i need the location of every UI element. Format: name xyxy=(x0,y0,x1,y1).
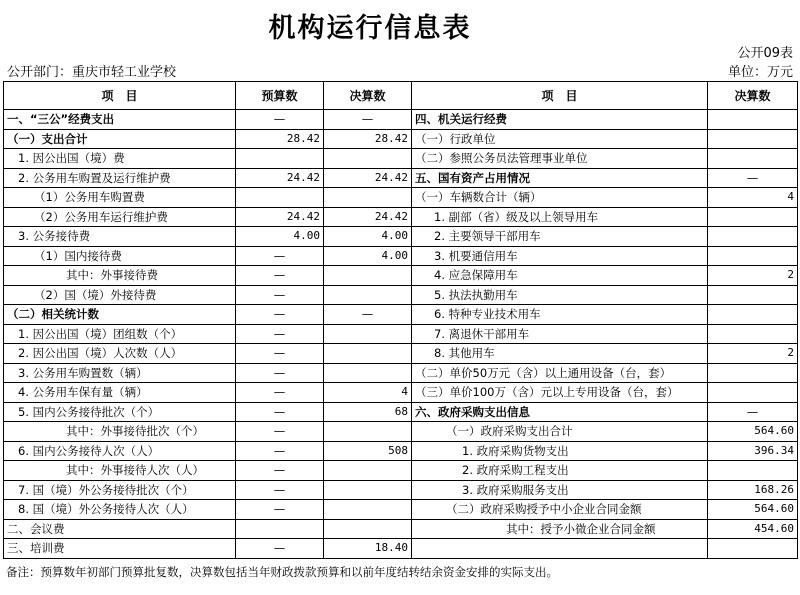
right-item: （二）单价50万元（含）以上通用设备（台，套） xyxy=(412,363,708,383)
budget-value: 4.00 xyxy=(236,227,324,247)
right-item: 四、机关运行经费 xyxy=(412,110,708,130)
budget-value: — xyxy=(236,383,324,403)
right-value xyxy=(708,285,798,305)
final-value xyxy=(324,324,412,344)
right-item: （三）单价100万（含）元以上专用设备（台，套） xyxy=(412,383,708,403)
budget-value xyxy=(236,188,324,208)
right-value: 564.60 xyxy=(708,422,798,442)
final-value: — xyxy=(324,305,412,325)
left-item: 8. 国（境）外公务接待人次（人） xyxy=(4,500,236,520)
left-item: （1）国内接待费 xyxy=(4,246,236,266)
table-header-row xyxy=(4,82,798,110)
right-value: 564.60 xyxy=(708,500,798,520)
table-row xyxy=(4,207,798,227)
right-value xyxy=(708,461,798,481)
final-value xyxy=(324,149,412,169)
final-value xyxy=(324,422,412,442)
table-row xyxy=(4,266,798,286)
left-item: （2）公务用车运行维护费 xyxy=(4,207,236,227)
left-item: 1. 因公出国（境）费 xyxy=(4,149,236,169)
final-value: 68 xyxy=(324,402,412,422)
right-item: 8. 其他用车 xyxy=(412,344,708,364)
left-item: 三、培训费 xyxy=(4,539,236,559)
info-table xyxy=(3,81,798,559)
right-value xyxy=(708,246,798,266)
right-item: 5. 执法执勤用车 xyxy=(412,285,708,305)
table-row xyxy=(4,480,798,500)
right-value: 168.26 xyxy=(708,480,798,500)
table-row xyxy=(4,188,798,208)
table-row xyxy=(4,422,798,442)
right-item: （一）政府采购支出合计 xyxy=(412,422,708,442)
table-row xyxy=(4,519,798,539)
final-value xyxy=(324,519,412,539)
table-row xyxy=(4,227,798,247)
table-row xyxy=(4,539,798,559)
table-row xyxy=(4,110,798,130)
right-value xyxy=(708,207,798,227)
header-item-right: 项 目 xyxy=(412,82,708,110)
final-value: 4.00 xyxy=(324,227,412,247)
right-item: （二）参照公务员法管理事业单位 xyxy=(412,149,708,169)
left-item: 5. 国内公务接待批次（个） xyxy=(4,402,236,422)
department-label: 公开部门：重庆市轻工业学校 xyxy=(7,65,177,80)
right-item: （二）政府采购授予中小企业合同金额 xyxy=(412,500,708,520)
final-value xyxy=(324,285,412,305)
table-row xyxy=(4,500,798,520)
final-value: 18.40 xyxy=(324,539,412,559)
right-item: 3. 机要通信用车 xyxy=(412,246,708,266)
final-value: 508 xyxy=(324,441,412,461)
table-row xyxy=(4,383,798,403)
right-value xyxy=(708,539,798,559)
table-row xyxy=(4,305,798,325)
table-row xyxy=(4,285,798,305)
budget-value: — xyxy=(236,110,324,130)
header-final-right: 决算数 xyxy=(708,82,798,110)
budget-value: — xyxy=(236,285,324,305)
right-value: 2 xyxy=(708,266,798,286)
table-row xyxy=(4,129,798,149)
left-item: （二）相关统计数 xyxy=(4,305,236,325)
left-item: 7. 国（境）外公务接待批次（个） xyxy=(4,480,236,500)
budget-value: — xyxy=(236,461,324,481)
final-value: 4 xyxy=(324,383,412,403)
right-value xyxy=(708,129,798,149)
right-item: 4. 应急保障用车 xyxy=(412,266,708,286)
budget-value: — xyxy=(236,441,324,461)
table-row xyxy=(4,402,798,422)
right-item: （一）车辆数合计（辆） xyxy=(412,188,708,208)
right-value xyxy=(708,324,798,344)
left-item: 其中：外事接待费 xyxy=(4,266,236,286)
left-item: 二、会议费 xyxy=(4,519,236,539)
final-value: 24.42 xyxy=(324,207,412,227)
budget-value: — xyxy=(236,402,324,422)
page-title: 机构运行信息表 xyxy=(268,13,472,44)
right-value: 4 xyxy=(708,188,798,208)
right-value: 2 xyxy=(708,344,798,364)
left-item: （1）公务用车购置费 xyxy=(4,188,236,208)
right-value xyxy=(708,363,798,383)
final-value xyxy=(324,266,412,286)
budget-value: — xyxy=(236,305,324,325)
budget-value: — xyxy=(236,363,324,383)
table-row xyxy=(4,149,798,169)
final-value: 4.00 xyxy=(324,246,412,266)
budget-value: 24.42 xyxy=(236,168,324,188)
budget-value xyxy=(236,149,324,169)
table-row xyxy=(4,168,798,188)
final-value xyxy=(324,363,412,383)
budget-value xyxy=(236,519,324,539)
right-item: 2. 主要领导干部用车 xyxy=(412,227,708,247)
right-value xyxy=(708,305,798,325)
table-row xyxy=(4,363,798,383)
right-item: 六、政府采购支出信息 xyxy=(412,402,708,422)
right-value xyxy=(708,149,798,169)
budget-value: — xyxy=(236,422,324,442)
left-item: 一、“三公”经费支出 xyxy=(4,110,236,130)
table-row xyxy=(4,324,798,344)
right-item: 3. 政府采购服务支出 xyxy=(412,480,708,500)
left-item: 6. 国内公务接待人次（人） xyxy=(4,441,236,461)
right-item: 1. 政府采购货物支出 xyxy=(412,441,708,461)
right-item: 其中：授予小微企业合同金额 xyxy=(412,519,708,539)
right-value: — xyxy=(708,168,798,188)
right-item: （一）行政单位 xyxy=(412,129,708,149)
right-value xyxy=(708,383,798,403)
right-item: 2. 政府采购工程支出 xyxy=(412,461,708,481)
right-value xyxy=(708,110,798,130)
final-value xyxy=(324,500,412,520)
budget-value: — xyxy=(236,324,324,344)
right-value: 454.60 xyxy=(708,519,798,539)
budget-value: — xyxy=(236,480,324,500)
right-item: 7. 离退休干部用车 xyxy=(412,324,708,344)
right-item: 五、国有资产占用情况 xyxy=(412,168,708,188)
budget-value: 28.42 xyxy=(236,129,324,149)
left-item: （2）国（境）外接待费 xyxy=(4,285,236,305)
final-value: — xyxy=(324,110,412,130)
left-item: 3. 公务接待费 xyxy=(4,227,236,247)
final-value xyxy=(324,480,412,500)
left-item: 3. 公务用车购置数（辆） xyxy=(4,363,236,383)
left-item: 4. 公务用车保有量（辆） xyxy=(4,383,236,403)
left-item: 2. 公务用车购置及运行维护费 xyxy=(4,168,236,188)
right-item: 6. 特种专业技术用车 xyxy=(412,305,708,325)
left-item: 其中：外事接待批次（个） xyxy=(4,422,236,442)
final-value: 28.42 xyxy=(324,129,412,149)
footnote: 备注：预算数年初部门预算批复数，决算数包括当年财政拨款预算和以前年度结转结余资金安排的实际支出。 xyxy=(6,565,558,579)
form-number: 公开09表 xyxy=(737,46,793,61)
budget-value: — xyxy=(236,500,324,520)
budget-value: — xyxy=(236,539,324,559)
table-row xyxy=(4,344,798,364)
right-value xyxy=(708,227,798,247)
final-value xyxy=(324,461,412,481)
final-value: 24.42 xyxy=(324,168,412,188)
left-item: （一）支出合计 xyxy=(4,129,236,149)
budget-value: 24.42 xyxy=(236,207,324,227)
header-final: 决算数 xyxy=(324,82,412,110)
right-item: 1. 副部（省）级及以上领导用车 xyxy=(412,207,708,227)
unit-label: 单位：万元 xyxy=(727,65,793,80)
budget-value: — xyxy=(236,246,324,266)
header-item: 项 目 xyxy=(4,82,236,110)
table-row xyxy=(4,461,798,481)
right-value: — xyxy=(708,402,798,422)
final-value xyxy=(324,188,412,208)
right-item xyxy=(412,539,708,559)
budget-value: — xyxy=(236,344,324,364)
table-row xyxy=(4,441,798,461)
right-value: 396.34 xyxy=(708,441,798,461)
header-budget: 预算数 xyxy=(236,82,324,110)
final-value xyxy=(324,344,412,364)
left-item: 其中：外事接待人次（人） xyxy=(4,461,236,481)
budget-value: — xyxy=(236,266,324,286)
left-item: 2. 因公出国（境）人次数（人） xyxy=(4,344,236,364)
left-item: 1. 因公出国（境）团组数（个） xyxy=(4,324,236,344)
table-row xyxy=(4,246,798,266)
